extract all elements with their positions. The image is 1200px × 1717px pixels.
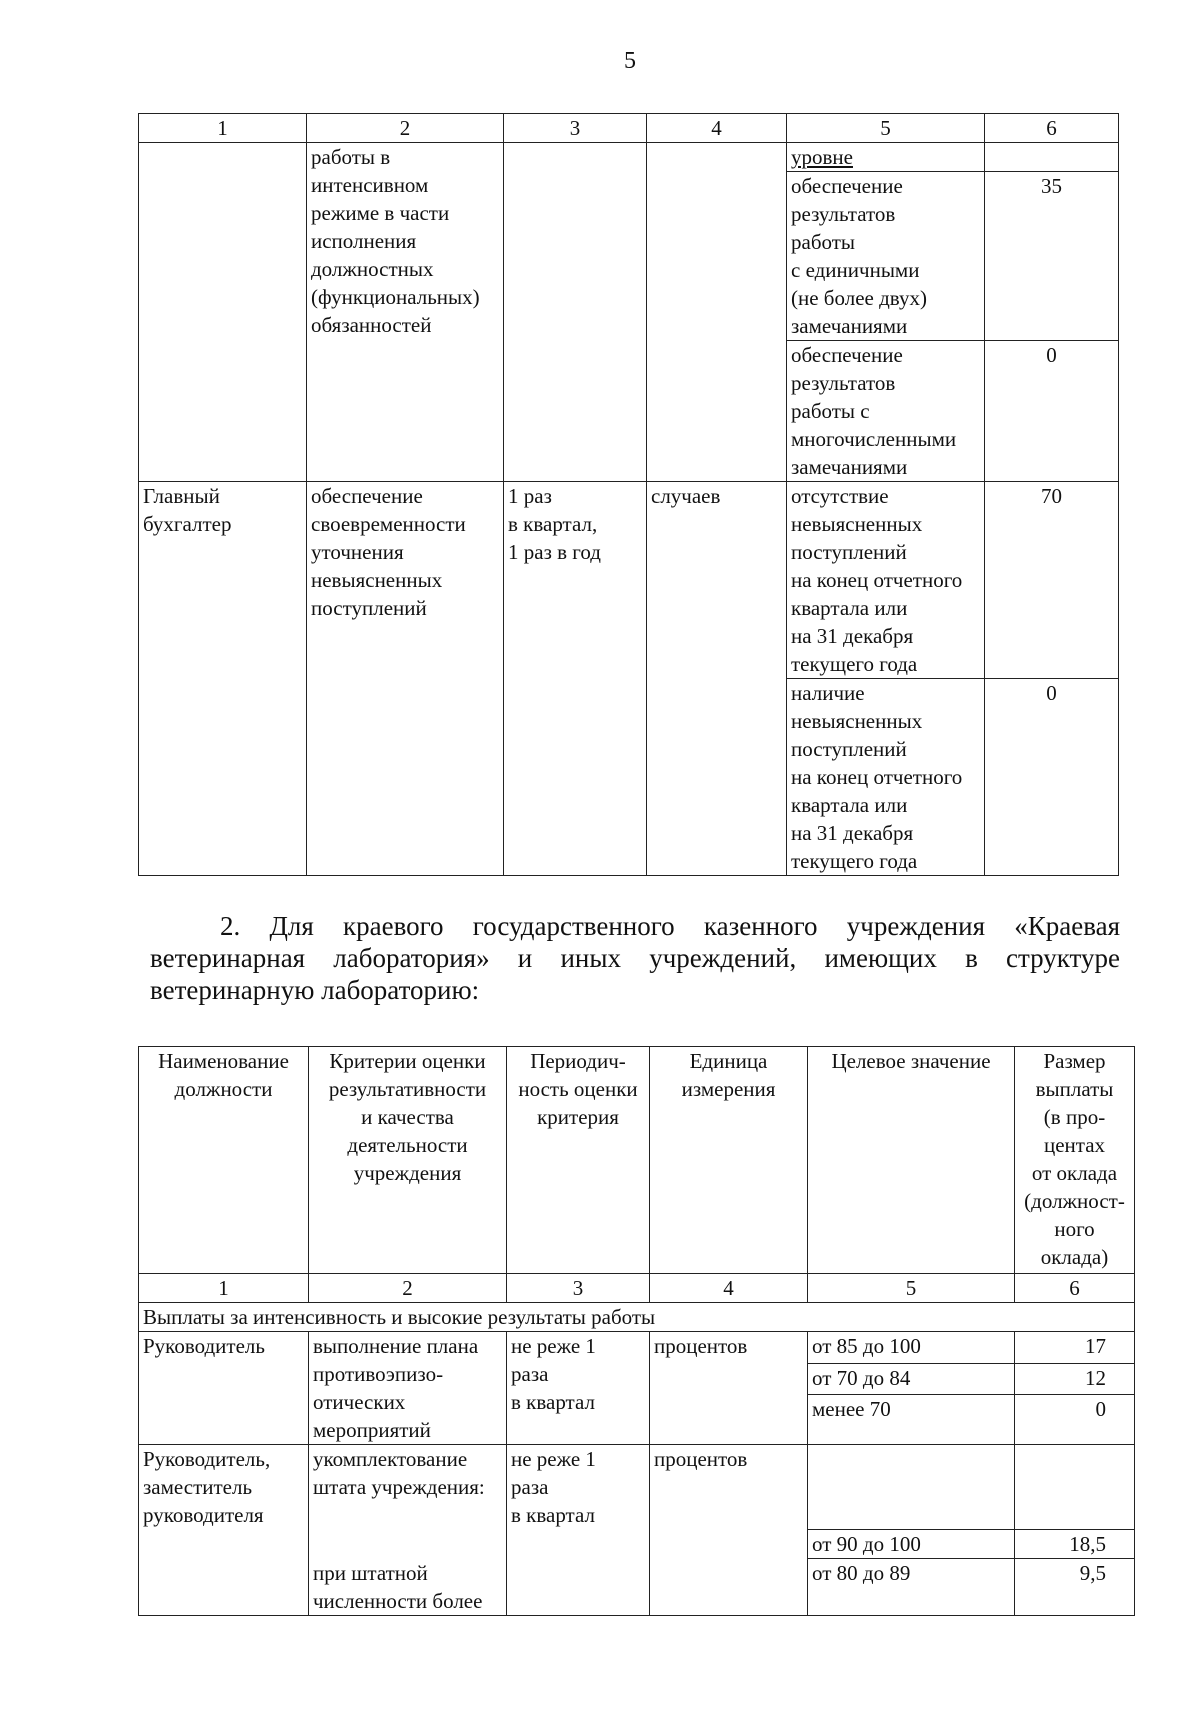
table-header-numbers — [139, 114, 1119, 143]
size-cell — [1015, 1426, 1135, 1445]
column-header-criteria: Критерии оценки результативности и качества деятельности учреждения — [309, 1047, 507, 1274]
criteria-table — [138, 1046, 1135, 1616]
criteria-cell-sub: при штатной численности более — [309, 1559, 507, 1616]
section-row — [139, 1303, 1135, 1332]
table-row — [139, 1445, 1135, 1530]
criteria-cell: укомплектование штата учреждения: — [309, 1445, 507, 1559]
column-header-target: Целевое значение — [808, 1047, 1015, 1274]
column-number: 1 — [139, 114, 307, 143]
size-cell: 12 — [1015, 1363, 1135, 1395]
target-value-cell — [808, 1445, 1015, 1530]
target-value-cell: менее 70 — [808, 1395, 1015, 1426]
size-cell — [985, 143, 1119, 172]
periodicity-cell: не реже 1 раза в квартал — [507, 1332, 650, 1445]
column-number: 2 — [309, 1274, 507, 1303]
target-value-cell: от 85 до 100 — [808, 1332, 1015, 1364]
column-number: 6 — [985, 114, 1119, 143]
column-header-position: Наименование должности — [139, 1047, 309, 1274]
position-cell: Руководитель, заместитель руководителя — [139, 1445, 309, 1616]
page-number: 5 — [624, 48, 636, 74]
target-value-cell: обеспечение результатов работы с единичными (не более двух) замечаниями — [787, 172, 985, 341]
position-cell — [139, 143, 307, 482]
target-value-cell: отсутствие невыясненных поступлений на конец отчетного квартала или на 31 декабря текущего года — [787, 482, 985, 679]
target-value-cell: от 70 до 84 — [808, 1363, 1015, 1395]
column-number: 1 — [139, 1274, 309, 1303]
section-paragraph — [150, 910, 1120, 1006]
size-cell: 70 — [985, 482, 1119, 679]
table-row — [139, 1332, 1135, 1364]
target-value-cell: от 80 до 89 — [808, 1559, 1015, 1616]
size-cell: 18,5 — [1015, 1530, 1135, 1559]
size-cell: 17 — [1015, 1332, 1135, 1364]
paragraph-text: 2. Для краевого государственного казенного учреждения «Краевая ветеринарная лаборатория» и иных учреждений, имеющих в структуре ветеринарную лабораторию: — [150, 911, 1120, 1005]
column-header-periodicity: Периодич- ность оценки критерия — [507, 1047, 650, 1274]
size-cell: 0 — [1015, 1395, 1135, 1426]
column-number: 5 — [808, 1274, 1015, 1303]
column-header-size: Размер выплаты (в про- центах от оклада (должност- ного оклада) — [1015, 1047, 1135, 1274]
size-cell: 0 — [985, 679, 1119, 876]
target-value-cell: уровне — [787, 143, 985, 172]
table-row — [139, 482, 1119, 679]
unit-cell: процентов — [650, 1445, 808, 1616]
table-header-numbers — [139, 1274, 1135, 1303]
target-value-cell: от 90 до 100 — [808, 1530, 1015, 1559]
size-cell: 35 — [985, 172, 1119, 341]
section-title: Выплаты за интенсивность и высокие результаты работы — [139, 1303, 1135, 1332]
size-cell: 0 — [985, 341, 1119, 482]
table-header — [139, 1047, 1135, 1274]
target-value-cell: обеспечение результатов работы с многочисленными замечаниями — [787, 341, 985, 482]
periodicity-cell: не реже 1 раза в квартал — [507, 1445, 650, 1616]
column-number: 5 — [787, 114, 985, 143]
table-row — [139, 143, 1119, 172]
column-number: 4 — [647, 114, 787, 143]
column-header-unit: Единица измерения — [650, 1047, 808, 1274]
target-value-cell — [808, 1426, 1015, 1445]
column-number: 3 — [507, 1274, 650, 1303]
column-number: 2 — [307, 114, 504, 143]
periodicity-cell: 1 раз в квартал, 1 раз в год — [504, 482, 647, 876]
unit-cell: процентов — [650, 1332, 808, 1445]
criteria-table-continued — [138, 113, 1119, 876]
target-value-cell: наличие невыясненных поступлений на конец отчетного квартала или на 31 декабря текущего года — [787, 679, 985, 876]
column-number: 6 — [1015, 1274, 1135, 1303]
position-cell: Главный бухгалтер — [139, 482, 307, 876]
column-number: 4 — [650, 1274, 808, 1303]
unit-cell: случаев — [647, 482, 787, 876]
position-cell: Руководитель — [139, 1332, 309, 1445]
column-number: 3 — [504, 114, 647, 143]
size-cell: 9,5 — [1015, 1559, 1135, 1616]
size-cell — [1015, 1445, 1135, 1530]
criteria-cell: обеспечение своевременности уточнения невыясненных поступлений — [307, 482, 504, 876]
unit-cell — [647, 143, 787, 482]
periodicity-cell — [504, 143, 647, 482]
criteria-cell: выполнение плана противоэпизо- отических мероприятий — [309, 1332, 507, 1445]
criteria-cell: работы в интенсивном режиме в части исполнения должностных (функциональных) обязанностей — [307, 143, 504, 482]
